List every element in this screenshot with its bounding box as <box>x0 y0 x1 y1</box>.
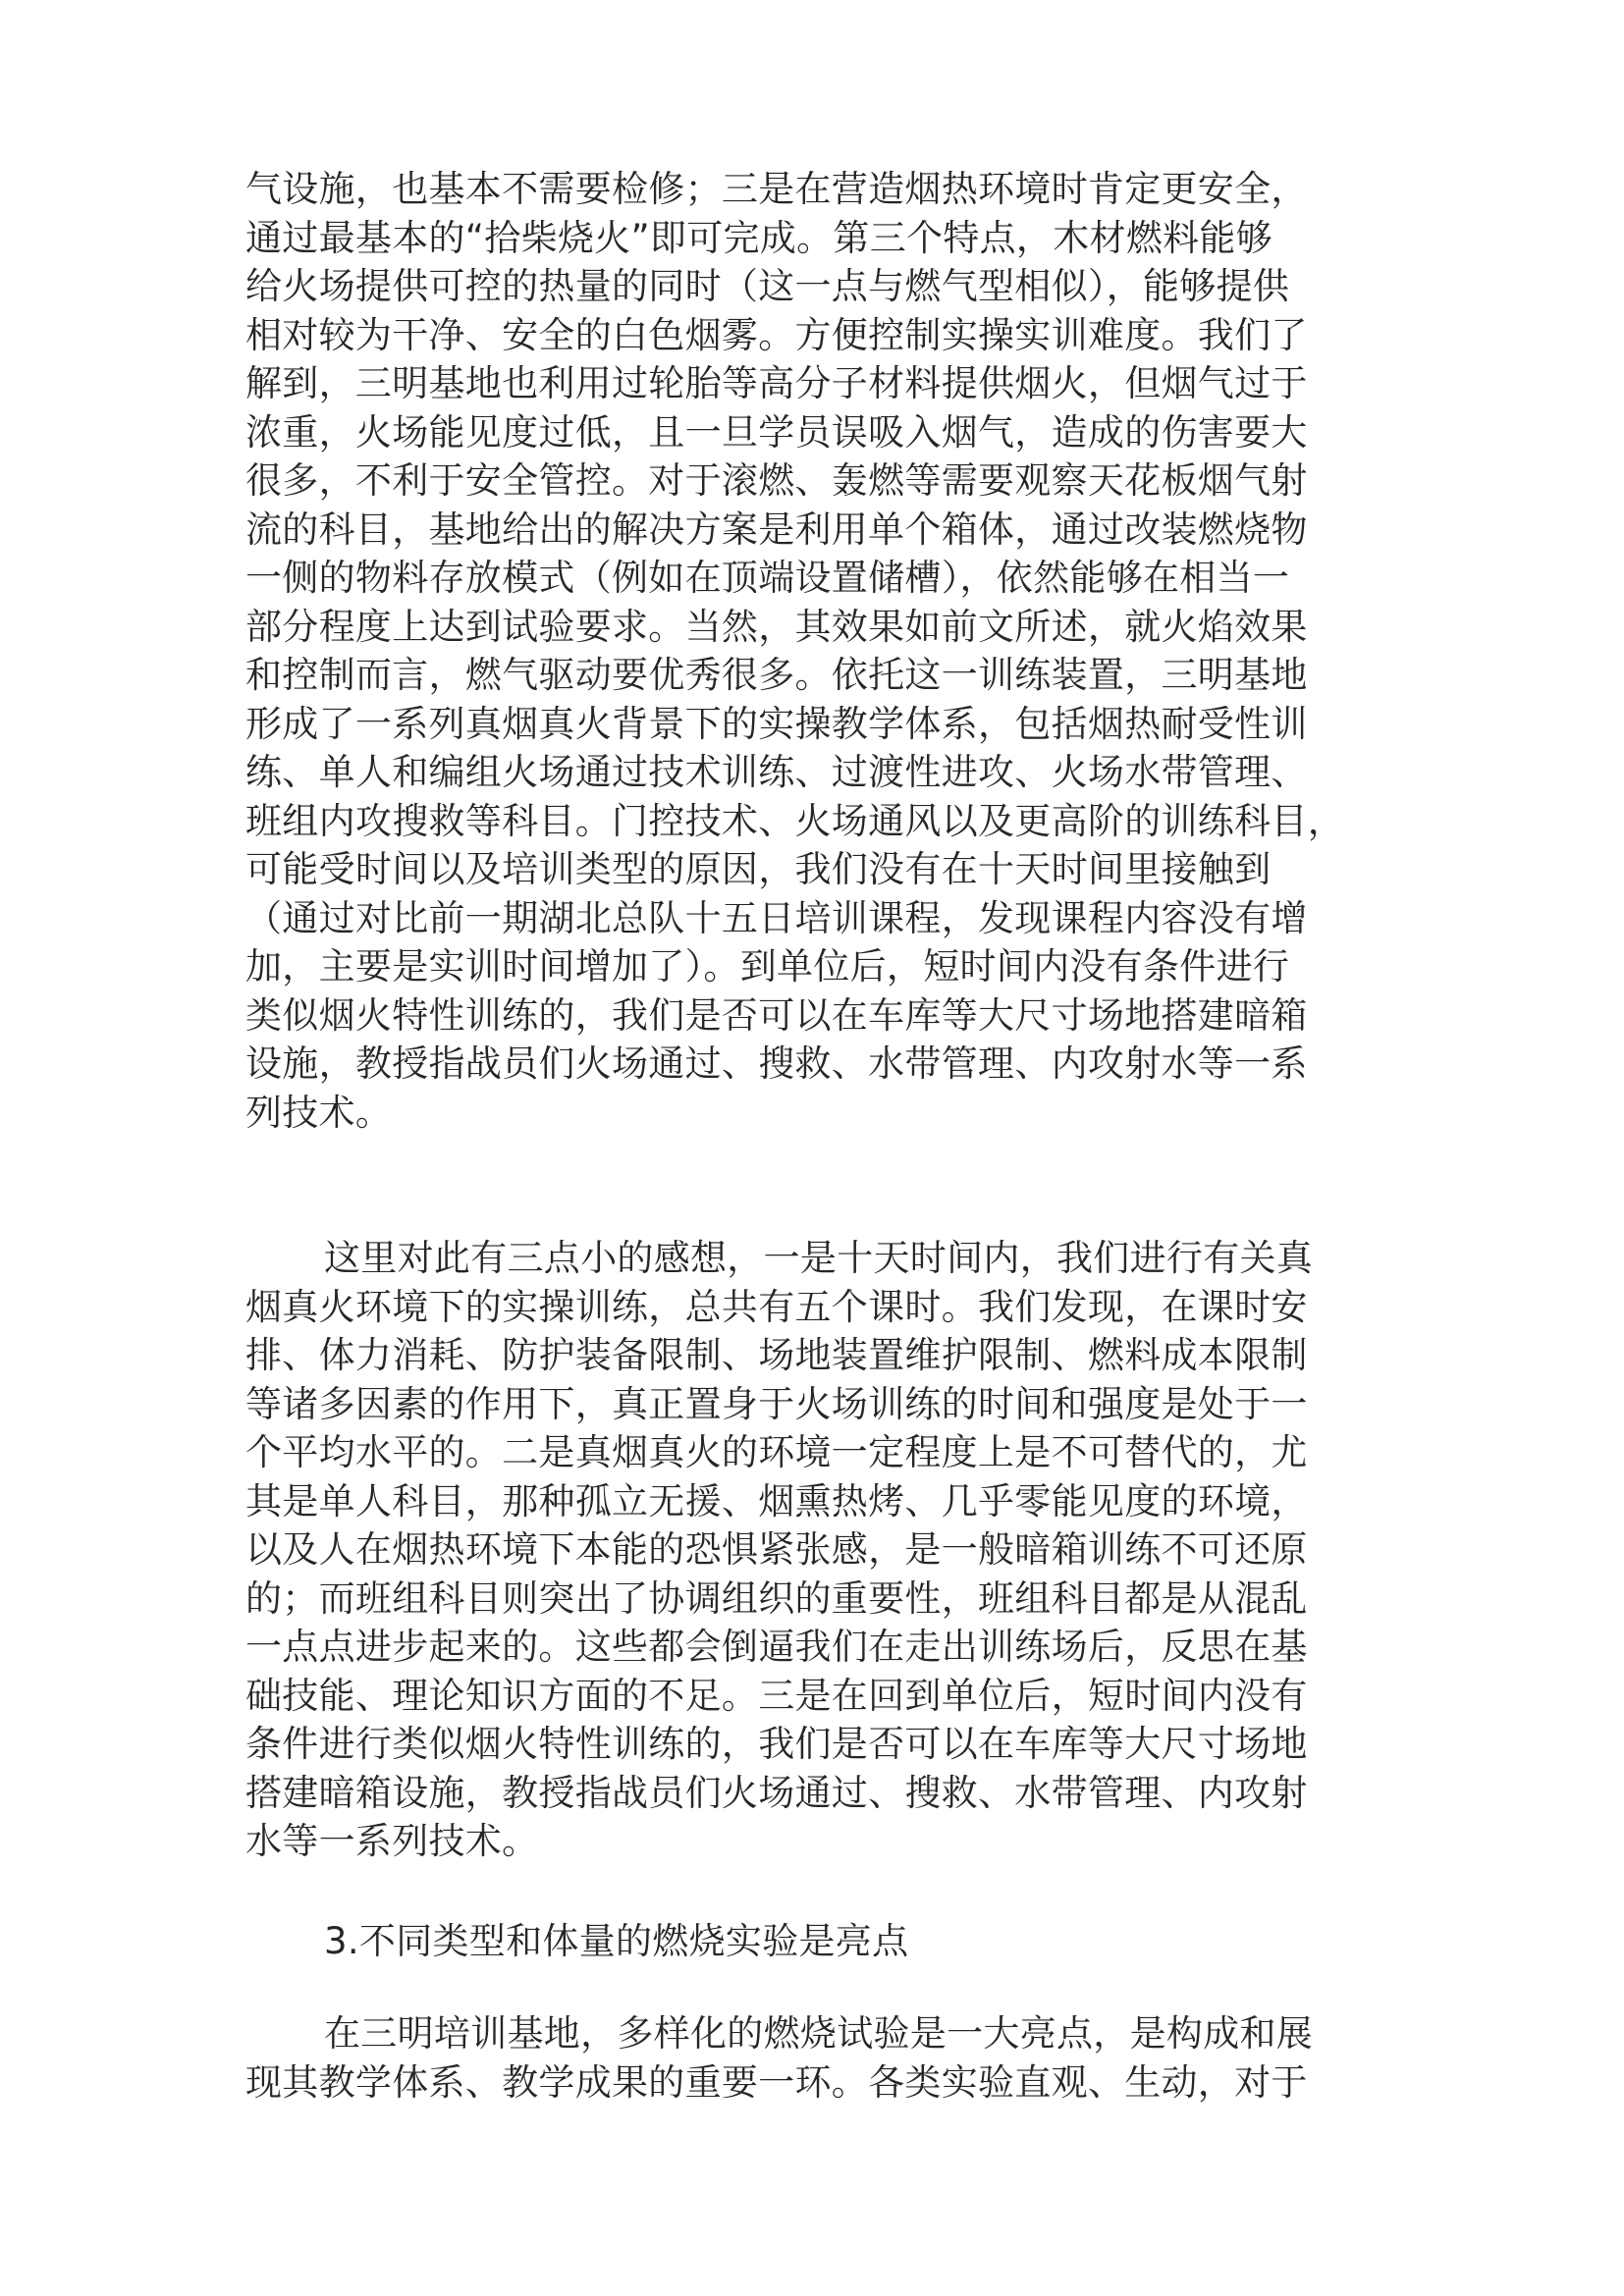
paragraph-line: 在三明培训基地，多样化的燃烧试验是一大亮点，是构成和展 <box>324 2012 1314 2055</box>
paragraph-line: 练、单人和编组火场通过技术训练、过渡性进攻、火场水带管理、 <box>245 751 1308 793</box>
paragraph-line: 这里对此有三点小的感想，一是十天时间内，我们进行有关真 <box>324 1237 1314 1279</box>
paragraph-line: 烟真火环境下的实操训练，总共有五个课时。我们发现，在课时安 <box>245 1285 1308 1328</box>
paragraph-line: 班组内攻搜救等科目。门控技术、火场通风以及更高阶的训练科目， <box>245 799 1344 842</box>
paragraph-line: 类似烟火特性训练的，我们是否可以在车库等大尺寸场地搭建暗箱 <box>245 993 1308 1037</box>
paragraph-line: 部分程度上达到试验要求。当然，其效果如前文所述，就火焰效果 <box>245 605 1308 648</box>
paragraph-line: （通过对比前一期湖北总队十五日培训课程，发现课程内容没有增 <box>245 896 1308 939</box>
paragraph-line: 解到，三明基地也利用过轮胎等高分子材料提供烟火，但烟气过于 <box>245 362 1308 404</box>
section-heading <box>245 1917 1384 1966</box>
paragraph-1 <box>245 165 1384 1137</box>
paragraph-line: 气设施，也基本不需要检修；三是在营造烟热环境时肯定更安全， <box>245 168 1308 210</box>
paragraph-line: 以及人在烟热环境下本能的恐惧紧张感，是一般暗箱训练不可还原 <box>245 1528 1308 1571</box>
section-heading-text: 3.不同类型和体量的燃烧实验是亮点 <box>324 1920 909 1962</box>
paragraph-line: 搭建暗箱设施，教授指战员们火场通过、搜救、水带管理、内攻射 <box>245 1771 1308 1814</box>
paragraph-line: 给火场提供可控的热量的同时（这一点与燃气型相似），能够提供 <box>245 265 1290 307</box>
paragraph-line: 设施，教授指战员们火场通过、搜救、水带管理、内攻射水等一系 <box>245 1042 1308 1085</box>
paragraph-2 <box>245 1234 1384 1866</box>
paragraph-3 <box>245 2009 1384 2107</box>
paragraph-line: 流的科目，基地给出的解决方案是利用单个箱体，通过改装燃烧物 <box>245 507 1308 551</box>
paragraph-line: 列技术。 <box>245 1091 393 1134</box>
paragraph-line: 形成了一系列真烟真火背景下的实操教学体系，包括烟热耐受性训 <box>245 702 1308 745</box>
paragraph-line: 础技能、理论知识方面的不足。三是在回到单位后，短时间内没有 <box>245 1674 1308 1717</box>
paragraph-line: 可能受时间以及培训类型的原因，我们没有在十天时间里接触到 <box>245 848 1272 890</box>
paragraph-line: 条件进行类似烟火特性训练的，我们是否可以在车库等大尺寸场地 <box>245 1723 1308 1765</box>
paragraph-line: 的；而班组科目则突出了协调组织的重要性，班组科目都是从混乱 <box>245 1576 1308 1620</box>
paragraph-line: 相对较为干净、安全的白色烟雾。方便控制实操实训难度。我们了 <box>245 313 1308 356</box>
paragraph-line: 其是单人科目，那种孤立无援、烟熏热烤、几乎零能见度的环境， <box>245 1479 1308 1522</box>
paragraph-line: 现其教学体系、教学成果的重要一环。各类实验直观、生动，对于 <box>245 2060 1308 2104</box>
paragraph-line: 和控制而言，燃气驱动要优秀很多。依托这一训练装置，三明基地 <box>245 654 1308 696</box>
paragraph-line: 通过最基本的“拾柴烧火”即可完成。第三个特点，木材燃料能够 <box>245 216 1273 259</box>
paragraph-line: 加，主要是实训时间增加了）。到单位后，短时间内没有条件进行 <box>245 945 1290 988</box>
paragraph-line: 水等一系列技术。 <box>245 1820 539 1862</box>
paragraph-line: 个平均水平的。二是真烟真火的环境一定程度上是不可替代的，尤 <box>245 1431 1308 1473</box>
paragraph-line: 等诸多因素的作用下，真正置身于火场训练的时间和强度是处于一 <box>245 1382 1308 1425</box>
paragraph-line: 排、体力消耗、防护装备限制、场地装置维护限制、燃料成本限制 <box>245 1334 1308 1376</box>
paragraph-line: 浓重，火场能见度过低，且一旦学员误吸入烟气，造成的伤害要大 <box>245 410 1308 454</box>
paragraph-line: 一侧的物料存放模式（例如在顶端设置储槽），依然能够在相当一 <box>245 557 1290 599</box>
paragraph-line: 很多，不利于安全管控。对于滚燃、轰燃等需要观察天花板烟气射 <box>245 459 1308 502</box>
paragraph-line: 一点点进步起来的。这些都会倒逼我们在走出训练场后，反思在基 <box>245 1626 1308 1668</box>
